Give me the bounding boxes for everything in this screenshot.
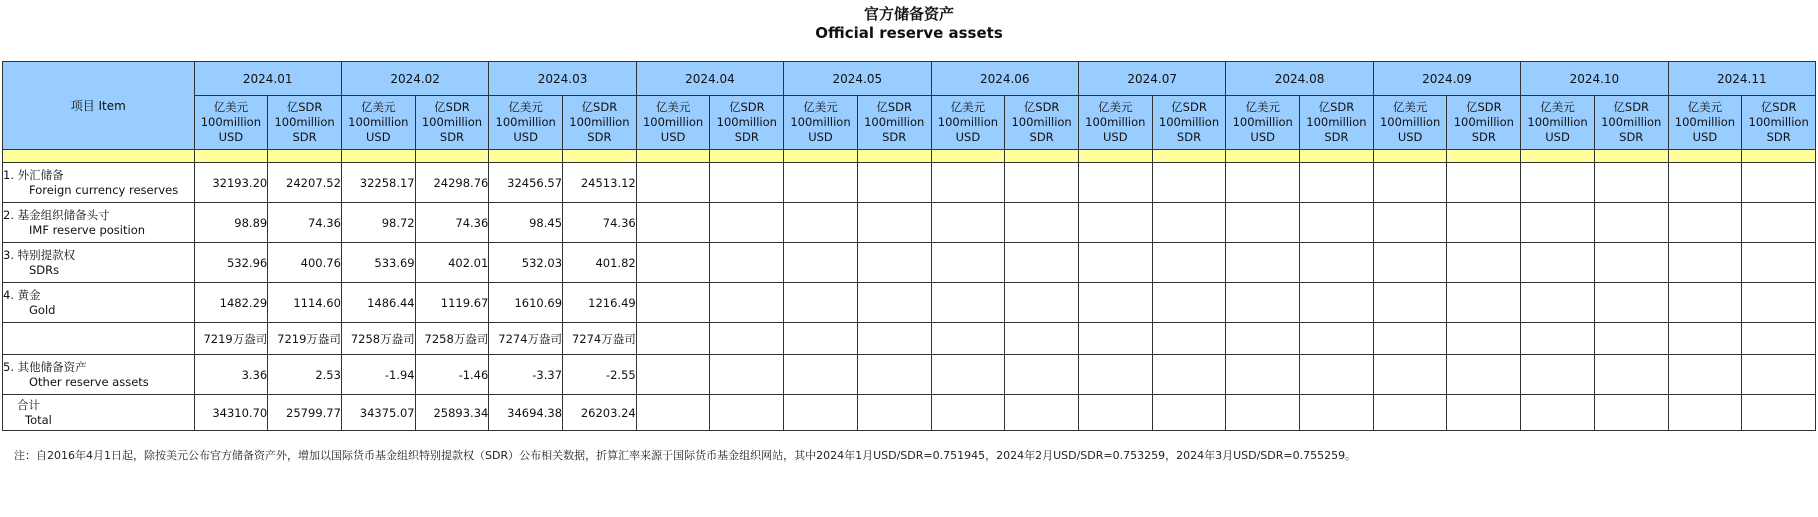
row-label-cn: 3. 特别提款权	[3, 247, 76, 262]
unit-line: SDR	[587, 130, 612, 144]
value-cell	[636, 355, 710, 395]
value-cell: 98.89	[194, 203, 268, 243]
value-cell	[1373, 355, 1447, 395]
row-label	[3, 163, 195, 203]
unit-line: SDR	[1766, 130, 1791, 144]
value-cell	[1521, 243, 1595, 283]
unit-sdr-header	[1152, 96, 1226, 150]
value-cell	[1226, 323, 1300, 355]
row-label	[3, 395, 195, 431]
value-cell: 32456.57	[489, 163, 563, 203]
unit-line: 亿SDR	[581, 100, 618, 114]
value-cell	[1447, 283, 1521, 323]
value-cell	[1300, 323, 1374, 355]
unit-line: 100million	[495, 115, 556, 129]
month-header: 2024.11	[1668, 62, 1815, 96]
unit-line: USD	[513, 130, 538, 144]
value-cell	[1742, 203, 1816, 243]
value-cell	[1742, 243, 1816, 283]
value-cell	[1521, 355, 1595, 395]
value-cell	[1373, 283, 1447, 323]
header-band	[3, 150, 1816, 163]
value-cell	[1005, 355, 1079, 395]
value-cell: 400.76	[268, 243, 342, 283]
month-header: 2024.03	[489, 62, 636, 96]
unit-line: SDR	[439, 130, 465, 144]
unit-line: 100million	[642, 115, 704, 129]
value-cell: 1114.60	[268, 283, 342, 323]
value-cell: 532.96	[194, 243, 268, 283]
month-header: 2024.07	[1078, 62, 1225, 96]
unit-line: USD	[218, 130, 244, 144]
unit-line: 100million	[1601, 115, 1662, 129]
value-cell	[931, 283, 1005, 323]
row-label-cn: 2. 基金组织储备头寸	[3, 207, 110, 222]
value-cell	[1447, 203, 1521, 243]
value-cell: 1119.67	[415, 283, 489, 323]
unit-line: 亿SDR	[1171, 100, 1207, 114]
value-cell	[1226, 203, 1300, 243]
value-cell	[710, 203, 784, 243]
value-cell	[784, 283, 858, 323]
unit-line: SDR	[292, 130, 317, 144]
table-row	[3, 163, 1816, 203]
unit-line: 100million	[1748, 115, 1809, 129]
value-cell: 1216.49	[563, 283, 637, 323]
value-cell: 24207.52	[268, 163, 342, 203]
value-cell: 402.01	[415, 243, 489, 283]
table-row	[3, 283, 1816, 323]
value-cell: 3.36	[194, 355, 268, 395]
value-cell	[636, 163, 710, 203]
value-cell	[931, 395, 1005, 431]
unit-line: USD	[808, 130, 833, 144]
value-cell	[1373, 243, 1447, 283]
unit-line: 亿SDR	[1465, 100, 1502, 114]
unit-sdr-header	[415, 96, 489, 150]
value-cell	[857, 163, 931, 203]
page-title-en: Official reserve assets	[815, 24, 1003, 42]
value-cell	[1078, 323, 1152, 355]
footnote: 注：自2016年4月1日起，除按美元公布官方储备资产外，增加以国际货币基金组织特别提款权（SDR）公布相关数据，折算汇率来源于国际货币基金组织网站，其中2024年1月USD/SDR=0.751945，2024年2月USD/SDR=0.753259，2024年3月USD/SDR=0.755259。	[14, 449, 1357, 462]
value-cell: 74.36	[415, 203, 489, 243]
row-label-en: Other reserve assets	[29, 374, 149, 389]
unit-line: SDR	[734, 130, 759, 144]
unit-line: 亿美元	[213, 100, 249, 114]
value-cell: 74.36	[563, 203, 637, 243]
row-label-en: SDRs	[29, 262, 60, 277]
value-cell	[1078, 355, 1152, 395]
unit-line: 亿SDR	[1613, 100, 1650, 114]
unit-line: 100million	[1453, 115, 1514, 129]
value-cell: 7274万盎司	[563, 323, 637, 355]
unit-sdr-header	[268, 96, 342, 150]
unit-usd-header	[1226, 96, 1300, 150]
value-cell: 34375.07	[341, 395, 415, 431]
value-cell: 24513.12	[563, 163, 637, 203]
table-row	[3, 243, 1816, 283]
value-cell	[710, 163, 784, 203]
value-cell	[931, 163, 1005, 203]
reserve-assets-table	[2, 61, 1816, 431]
value-cell: 7274万盎司	[489, 323, 563, 355]
unit-line: 亿美元	[655, 100, 691, 114]
value-cell	[857, 355, 931, 395]
unit-line: 100million	[790, 115, 851, 129]
value-cell	[1447, 243, 1521, 283]
value-cell	[636, 243, 710, 283]
value-cell	[1078, 203, 1152, 243]
unit-line: 100million	[1674, 115, 1736, 129]
unit-line: SDR	[1471, 130, 1496, 144]
unit-line: 亿SDR	[728, 100, 765, 114]
value-cell	[1447, 163, 1521, 203]
unit-line: 亿SDR	[1318, 100, 1355, 114]
unit-line: 亿SDR	[286, 100, 323, 114]
value-cell	[1226, 395, 1300, 431]
value-cell	[784, 395, 858, 431]
value-cell	[1594, 283, 1668, 323]
value-cell	[1447, 323, 1521, 355]
value-cell	[857, 243, 931, 283]
unit-line: 100million	[421, 115, 483, 129]
value-cell: -3.37	[489, 355, 563, 395]
value-cell	[1005, 323, 1079, 355]
unit-usd-header	[784, 96, 858, 150]
value-cell	[784, 243, 858, 283]
unit-line: SDR	[1176, 130, 1202, 144]
value-cell	[1521, 283, 1595, 323]
unit-line: USD	[955, 130, 981, 144]
unit-sdr-header	[1005, 96, 1079, 150]
unit-sdr-header	[1742, 96, 1816, 150]
unit-sdr-header	[857, 96, 931, 150]
value-cell	[1521, 395, 1595, 431]
value-cell: 98.72	[341, 203, 415, 243]
value-cell	[1300, 203, 1374, 243]
value-cell	[1742, 323, 1816, 355]
value-cell	[1152, 283, 1226, 323]
table-row	[3, 395, 1816, 431]
value-cell	[1373, 163, 1447, 203]
page-header	[0, 4, 1818, 42]
unit-line: 亿美元	[1687, 100, 1723, 114]
unit-line: USD	[1692, 130, 1718, 144]
value-cell	[1742, 163, 1816, 203]
unit-line: 亿SDR	[1760, 100, 1797, 114]
month-header: 2024.08	[1226, 62, 1373, 96]
unit-line: 100million	[1158, 115, 1220, 129]
value-cell	[1005, 203, 1079, 243]
month-header: 2024.01	[194, 62, 341, 96]
row-label-cn: 5. 其他储备资产	[3, 359, 87, 374]
row-label	[3, 243, 195, 283]
unit-line: 100million	[864, 115, 925, 129]
unit-line: 亿美元	[1540, 100, 1575, 114]
value-cell	[784, 355, 858, 395]
page-title-cn: 官方储备资产	[863, 5, 954, 23]
value-cell	[1668, 395, 1742, 431]
value-cell	[1668, 355, 1742, 395]
month-header: 2024.04	[636, 62, 783, 96]
value-cell: 533.69	[341, 243, 415, 283]
value-cell	[1594, 395, 1668, 431]
value-cell	[1078, 163, 1152, 203]
value-cell	[1594, 323, 1668, 355]
unit-line: 100million	[1011, 115, 1072, 129]
unit-usd-header	[1521, 96, 1595, 150]
value-cell	[1668, 203, 1742, 243]
value-cell: 32258.17	[341, 163, 415, 203]
unit-line: 亿SDR	[1023, 100, 1060, 114]
unit-line: 亿美元	[803, 100, 838, 114]
value-cell	[784, 163, 858, 203]
value-cell	[1152, 243, 1226, 283]
row-label	[3, 283, 195, 323]
month-header: 2024.05	[784, 62, 931, 96]
value-cell	[784, 203, 858, 243]
value-cell: 26203.24	[563, 395, 637, 431]
row-label-en: Gold	[29, 302, 56, 317]
value-cell	[710, 395, 784, 431]
unit-usd-header	[1078, 96, 1152, 150]
unit-line: SDR	[1029, 130, 1054, 144]
value-cell	[1668, 283, 1742, 323]
unit-line: USD	[1250, 130, 1275, 144]
value-cell	[1300, 395, 1374, 431]
value-cell	[1521, 203, 1595, 243]
row-label	[3, 323, 195, 355]
value-cell: 24298.76	[415, 163, 489, 203]
unit-usd-header	[194, 96, 268, 150]
value-cell	[1152, 323, 1226, 355]
value-cell	[1373, 203, 1447, 243]
unit-line: SDR	[1619, 130, 1644, 144]
value-cell: 25799.77	[268, 395, 342, 431]
value-cell	[1594, 355, 1668, 395]
unit-sdr-header	[1447, 96, 1521, 150]
value-cell	[710, 243, 784, 283]
value-cell	[1226, 163, 1300, 203]
value-cell	[636, 203, 710, 243]
row-label-cn: 合计	[17, 397, 40, 412]
value-cell	[636, 283, 710, 323]
unit-line: 100million	[937, 115, 999, 129]
value-cell: 532.03	[489, 243, 563, 283]
value-cell	[1005, 395, 1079, 431]
table-row	[3, 203, 1816, 243]
unit-line: USD	[1397, 130, 1423, 144]
item-column-header: 项目 Item	[3, 62, 195, 150]
unit-line: 亿美元	[361, 100, 396, 114]
value-cell: -1.46	[415, 355, 489, 395]
unit-sdr-header	[1300, 96, 1374, 150]
unit-line: 亿美元	[950, 100, 986, 114]
value-cell	[636, 395, 710, 431]
unit-line: USD	[365, 130, 391, 144]
month-header: 2024.06	[931, 62, 1078, 96]
unit-line: 100million	[274, 115, 335, 129]
unit-line: 亿美元	[508, 100, 543, 114]
value-cell	[1078, 395, 1152, 431]
unit-line: USD	[1103, 130, 1128, 144]
value-cell	[1152, 163, 1226, 203]
unit-line: 100million	[569, 115, 630, 129]
value-cell	[931, 243, 1005, 283]
value-cell: 98.45	[489, 203, 563, 243]
unit-line: 100million	[1527, 115, 1588, 129]
unit-line: 100million	[1306, 115, 1367, 129]
value-cell	[1078, 283, 1152, 323]
value-cell: 32193.20	[194, 163, 268, 203]
value-cell	[1078, 243, 1152, 283]
unit-line: 100million	[200, 115, 261, 129]
value-cell	[1005, 163, 1079, 203]
value-cell	[1594, 203, 1668, 243]
value-cell	[710, 323, 784, 355]
value-cell	[710, 355, 784, 395]
unit-usd-header	[489, 96, 563, 150]
value-cell	[1742, 355, 1816, 395]
value-cell	[1521, 323, 1595, 355]
unit-line: USD	[1545, 130, 1570, 144]
unit-usd-header	[341, 96, 415, 150]
month-header: 2024.09	[1373, 62, 1520, 96]
unit-usd-header	[1668, 96, 1742, 150]
row-label	[3, 355, 195, 395]
value-cell	[931, 203, 1005, 243]
row-label	[3, 203, 195, 243]
unit-line: 100million	[1379, 115, 1441, 129]
value-cell	[1594, 163, 1668, 203]
value-cell	[1594, 243, 1668, 283]
table-row	[3, 323, 1816, 355]
value-cell	[1300, 355, 1374, 395]
value-cell	[710, 283, 784, 323]
unit-line: USD	[660, 130, 686, 144]
value-cell: 7258万盎司	[341, 323, 415, 355]
row-label-en: Foreign currency reserves	[29, 182, 179, 197]
value-cell	[1152, 355, 1226, 395]
unit-line: 100million	[1232, 115, 1293, 129]
unit-sdr-header	[1594, 96, 1668, 150]
value-cell: 401.82	[563, 243, 637, 283]
unit-sdr-header	[710, 96, 784, 150]
unit-line: 100million	[716, 115, 777, 129]
unit-usd-header	[636, 96, 710, 150]
value-cell: 7219万盎司	[194, 323, 268, 355]
unit-line: 亿SDR	[434, 100, 470, 114]
value-cell	[857, 283, 931, 323]
unit-usd-header	[931, 96, 1005, 150]
value-cell	[1668, 323, 1742, 355]
unit-line: 亿美元	[1245, 100, 1280, 114]
value-cell	[931, 355, 1005, 395]
value-cell: 7219万盎司	[268, 323, 342, 355]
value-cell: -2.55	[563, 355, 637, 395]
value-cell	[1742, 395, 1816, 431]
row-label-en: IMF reserve position	[29, 222, 146, 237]
value-cell: 1486.44	[341, 283, 415, 323]
value-cell	[1226, 283, 1300, 323]
value-cell	[1226, 243, 1300, 283]
unit-line: 100million	[348, 115, 409, 129]
value-cell: 1482.29	[194, 283, 268, 323]
value-cell	[1300, 243, 1374, 283]
unit-line: SDR	[882, 130, 907, 144]
value-cell	[1226, 355, 1300, 395]
value-cell	[1447, 355, 1521, 395]
value-cell	[636, 323, 710, 355]
unit-line: 亿美元	[1098, 100, 1133, 114]
row-label-en: Total	[25, 412, 52, 427]
unit-line: SDR	[1324, 130, 1349, 144]
unit-line: 亿美元	[1392, 100, 1428, 114]
value-cell	[1742, 283, 1816, 323]
value-cell	[1300, 283, 1374, 323]
value-cell: 1610.69	[489, 283, 563, 323]
value-cell	[784, 323, 858, 355]
value-cell	[1668, 163, 1742, 203]
value-cell: 74.36	[268, 203, 342, 243]
value-cell: 2.53	[268, 355, 342, 395]
unit-usd-header	[1373, 96, 1447, 150]
value-cell	[1668, 243, 1742, 283]
unit-sdr-header	[563, 96, 637, 150]
value-cell	[857, 395, 931, 431]
value-cell	[1005, 283, 1079, 323]
value-cell	[1373, 395, 1447, 431]
value-cell	[1300, 163, 1374, 203]
month-header: 2024.02	[341, 62, 488, 96]
value-cell: 25893.34	[415, 395, 489, 431]
value-cell: -1.94	[341, 355, 415, 395]
value-cell	[1521, 163, 1595, 203]
value-cell	[1005, 243, 1079, 283]
unit-line: 100million	[1085, 115, 1146, 129]
value-cell: 34694.38	[489, 395, 563, 431]
month-header: 2024.10	[1521, 62, 1668, 96]
value-cell	[857, 323, 931, 355]
value-cell	[1447, 395, 1521, 431]
unit-line: 亿SDR	[876, 100, 913, 114]
row-label-cn: 1. 外汇储备	[3, 167, 64, 182]
value-cell	[857, 203, 931, 243]
value-cell	[1373, 323, 1447, 355]
value-cell: 7258万盎司	[415, 323, 489, 355]
table-row	[3, 355, 1816, 395]
row-label-cn: 4. 黄金	[3, 287, 41, 302]
value-cell: 34310.70	[194, 395, 268, 431]
value-cell	[1152, 395, 1226, 431]
value-cell	[1152, 203, 1226, 243]
value-cell	[931, 323, 1005, 355]
